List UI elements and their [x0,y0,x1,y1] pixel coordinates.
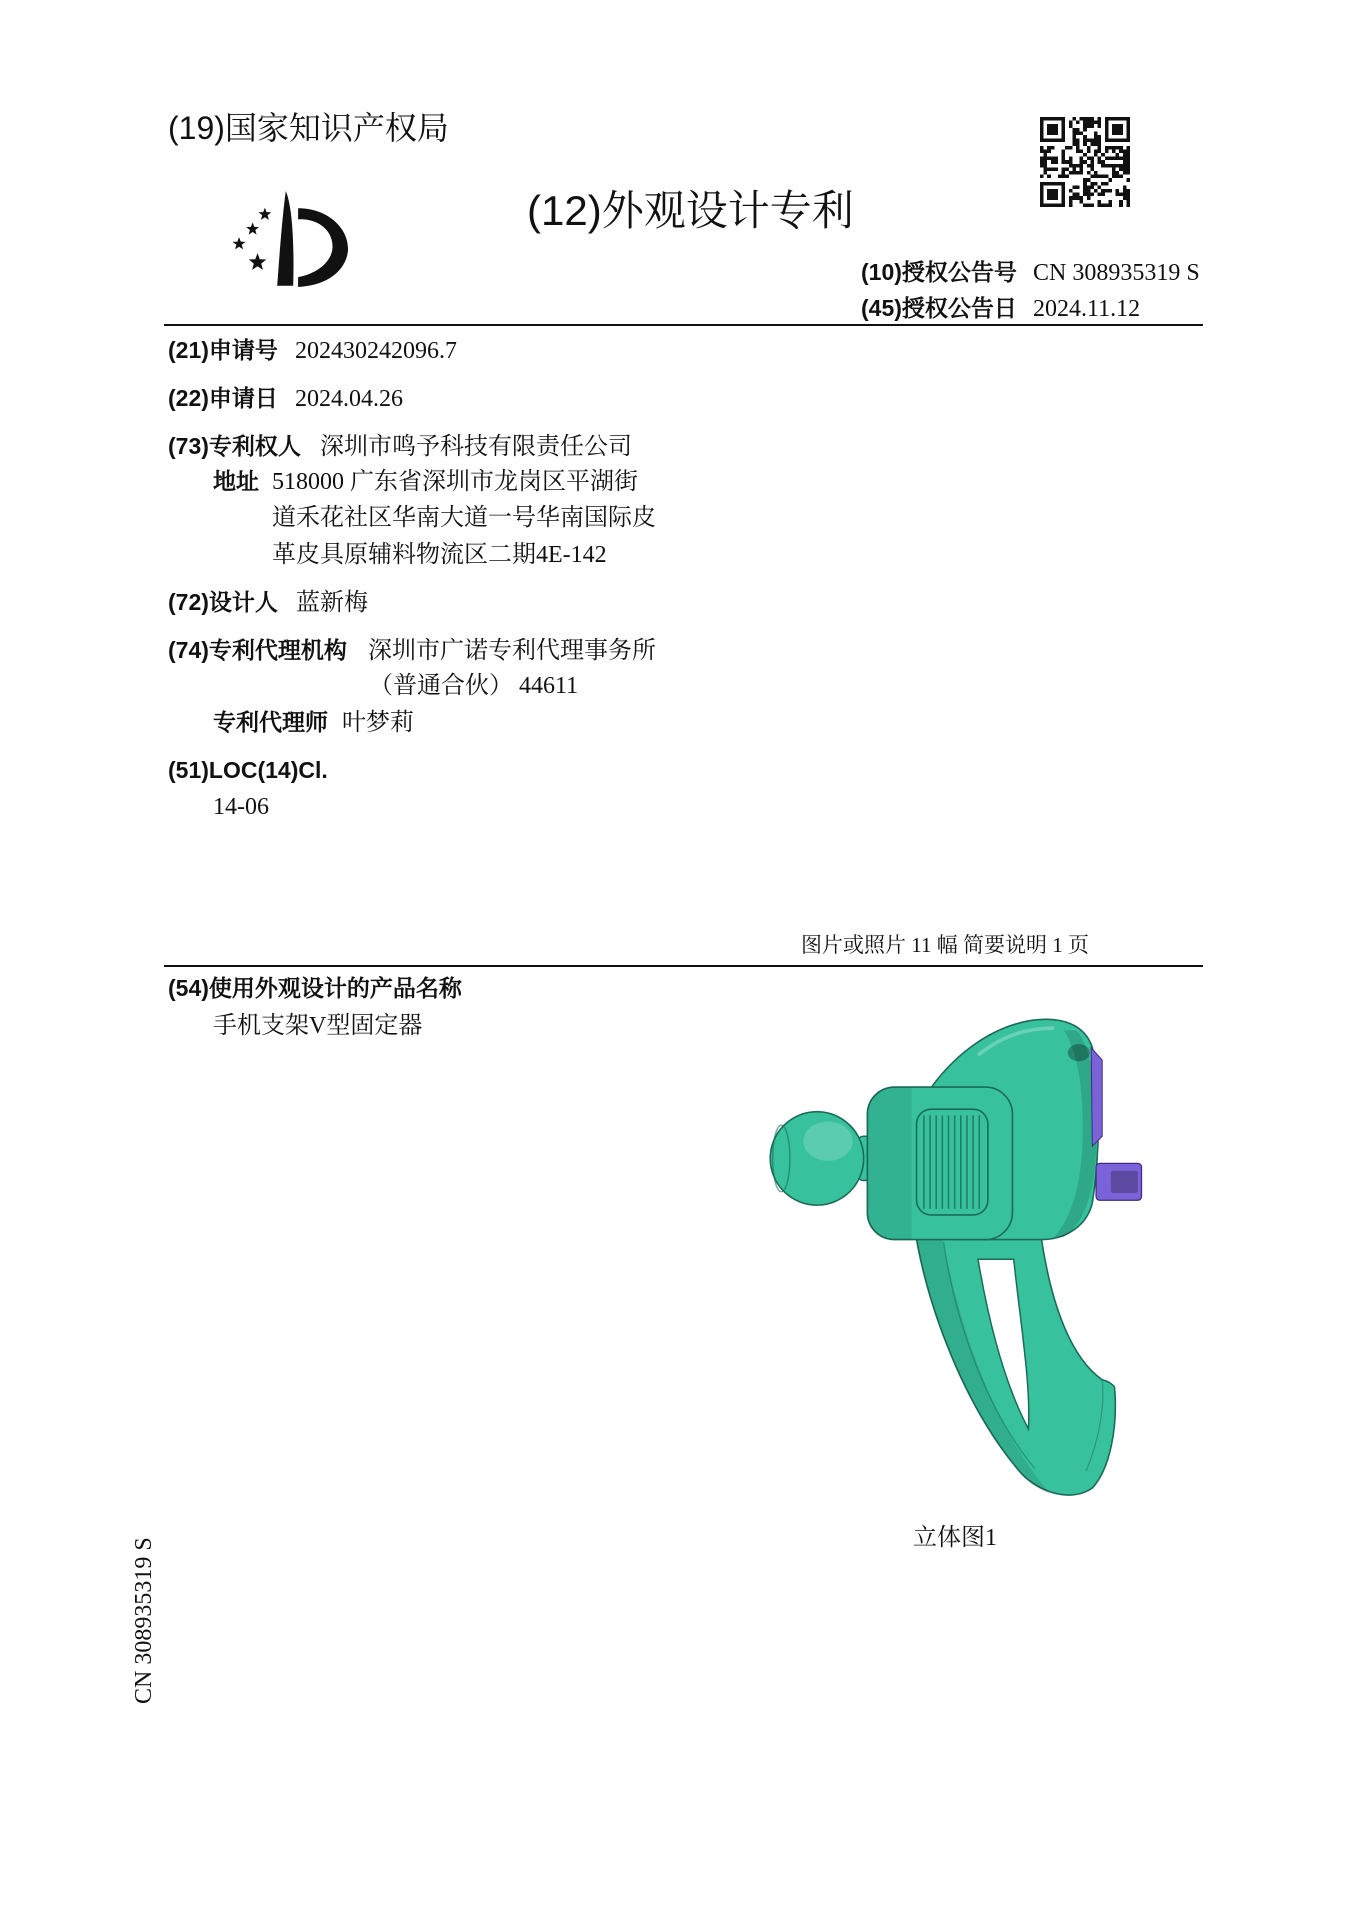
loc-class-label: (51)LOC(14)Cl. [168,757,328,783]
purple-clip-recess [1111,1171,1138,1193]
logo-star [233,237,246,249]
filing-date: 2024.04.26 [295,386,403,412]
agent: 叶梦莉 [342,710,414,736]
cnipa-logo [228,191,351,287]
designer-label: (72)设计人 [168,589,278,615]
agency-label: (74)专利代理机构 [168,637,347,663]
patentee-label: (73)专利权人 [168,433,301,459]
application-number: 202430242096.7 [295,338,457,364]
application-number-label: (21)申请号 [168,337,278,363]
figure-summary: 图片或照片 11 幅 简要说明 1 页 [801,933,1089,957]
header-divider [164,324,1203,326]
qr-finder-center [1047,189,1058,200]
ball-highlight [803,1122,852,1161]
address-line: 革皮具原辅料物流区二期4E-142 [272,542,607,568]
product-name: 手机支架V型固定器 [213,1013,423,1039]
grant-date: 2024.11.12 [1033,296,1141,322]
filing-date-label: (22)申请日 [168,385,278,411]
logo-star [246,222,259,234]
loc-class: 14-06 [213,794,269,820]
figure-caption: 立体图1 [913,1525,997,1551]
logo-star [258,208,271,220]
grant-date-label: (45)授权公告日 [861,295,1017,321]
logo-curved-stroke [298,208,348,287]
patentee: 深圳市鸣予科技有限责任公司 [320,434,632,460]
mount-body-end-face [867,1087,911,1239]
head-port [1068,1044,1090,1061]
logo-star [249,253,267,270]
product-name-label: (54)使用外观设计的产品名称 [168,975,462,1001]
grant-number-label: (10)授权公告号 [861,259,1017,285]
section-divider [164,965,1203,967]
product-perspective-view [769,1018,1144,1498]
office-name: (19)国家知识产权局 [168,110,449,146]
agency-line: 深圳市广诺专利代理事务所 [368,638,656,664]
knurled-knob [917,1109,988,1215]
side-publication-number: CN 308935319 S [131,1537,157,1704]
logo-vertical-stroke [277,191,293,286]
purple-side-plate [1091,1048,1102,1146]
address-line: 518000 广东省深圳市龙岗区平湖街 [272,469,638,495]
designer: 蓝新梅 [296,590,368,616]
logo-stars [233,208,272,270]
address-label: 地址 [213,468,259,494]
qr-finder-center [1047,124,1058,135]
address-line: 道禾花社区华南大道一号华南国际皮 [272,505,656,531]
qr-finder-center [1112,124,1123,135]
agent-label: 专利代理师 [213,709,328,735]
document-type: (12)外观设计专利 [527,187,854,234]
agency-line: （普通合伙） 44611 [369,673,579,699]
grant-number: CN 308935319 S [1033,260,1200,286]
qr-code [1040,117,1130,207]
